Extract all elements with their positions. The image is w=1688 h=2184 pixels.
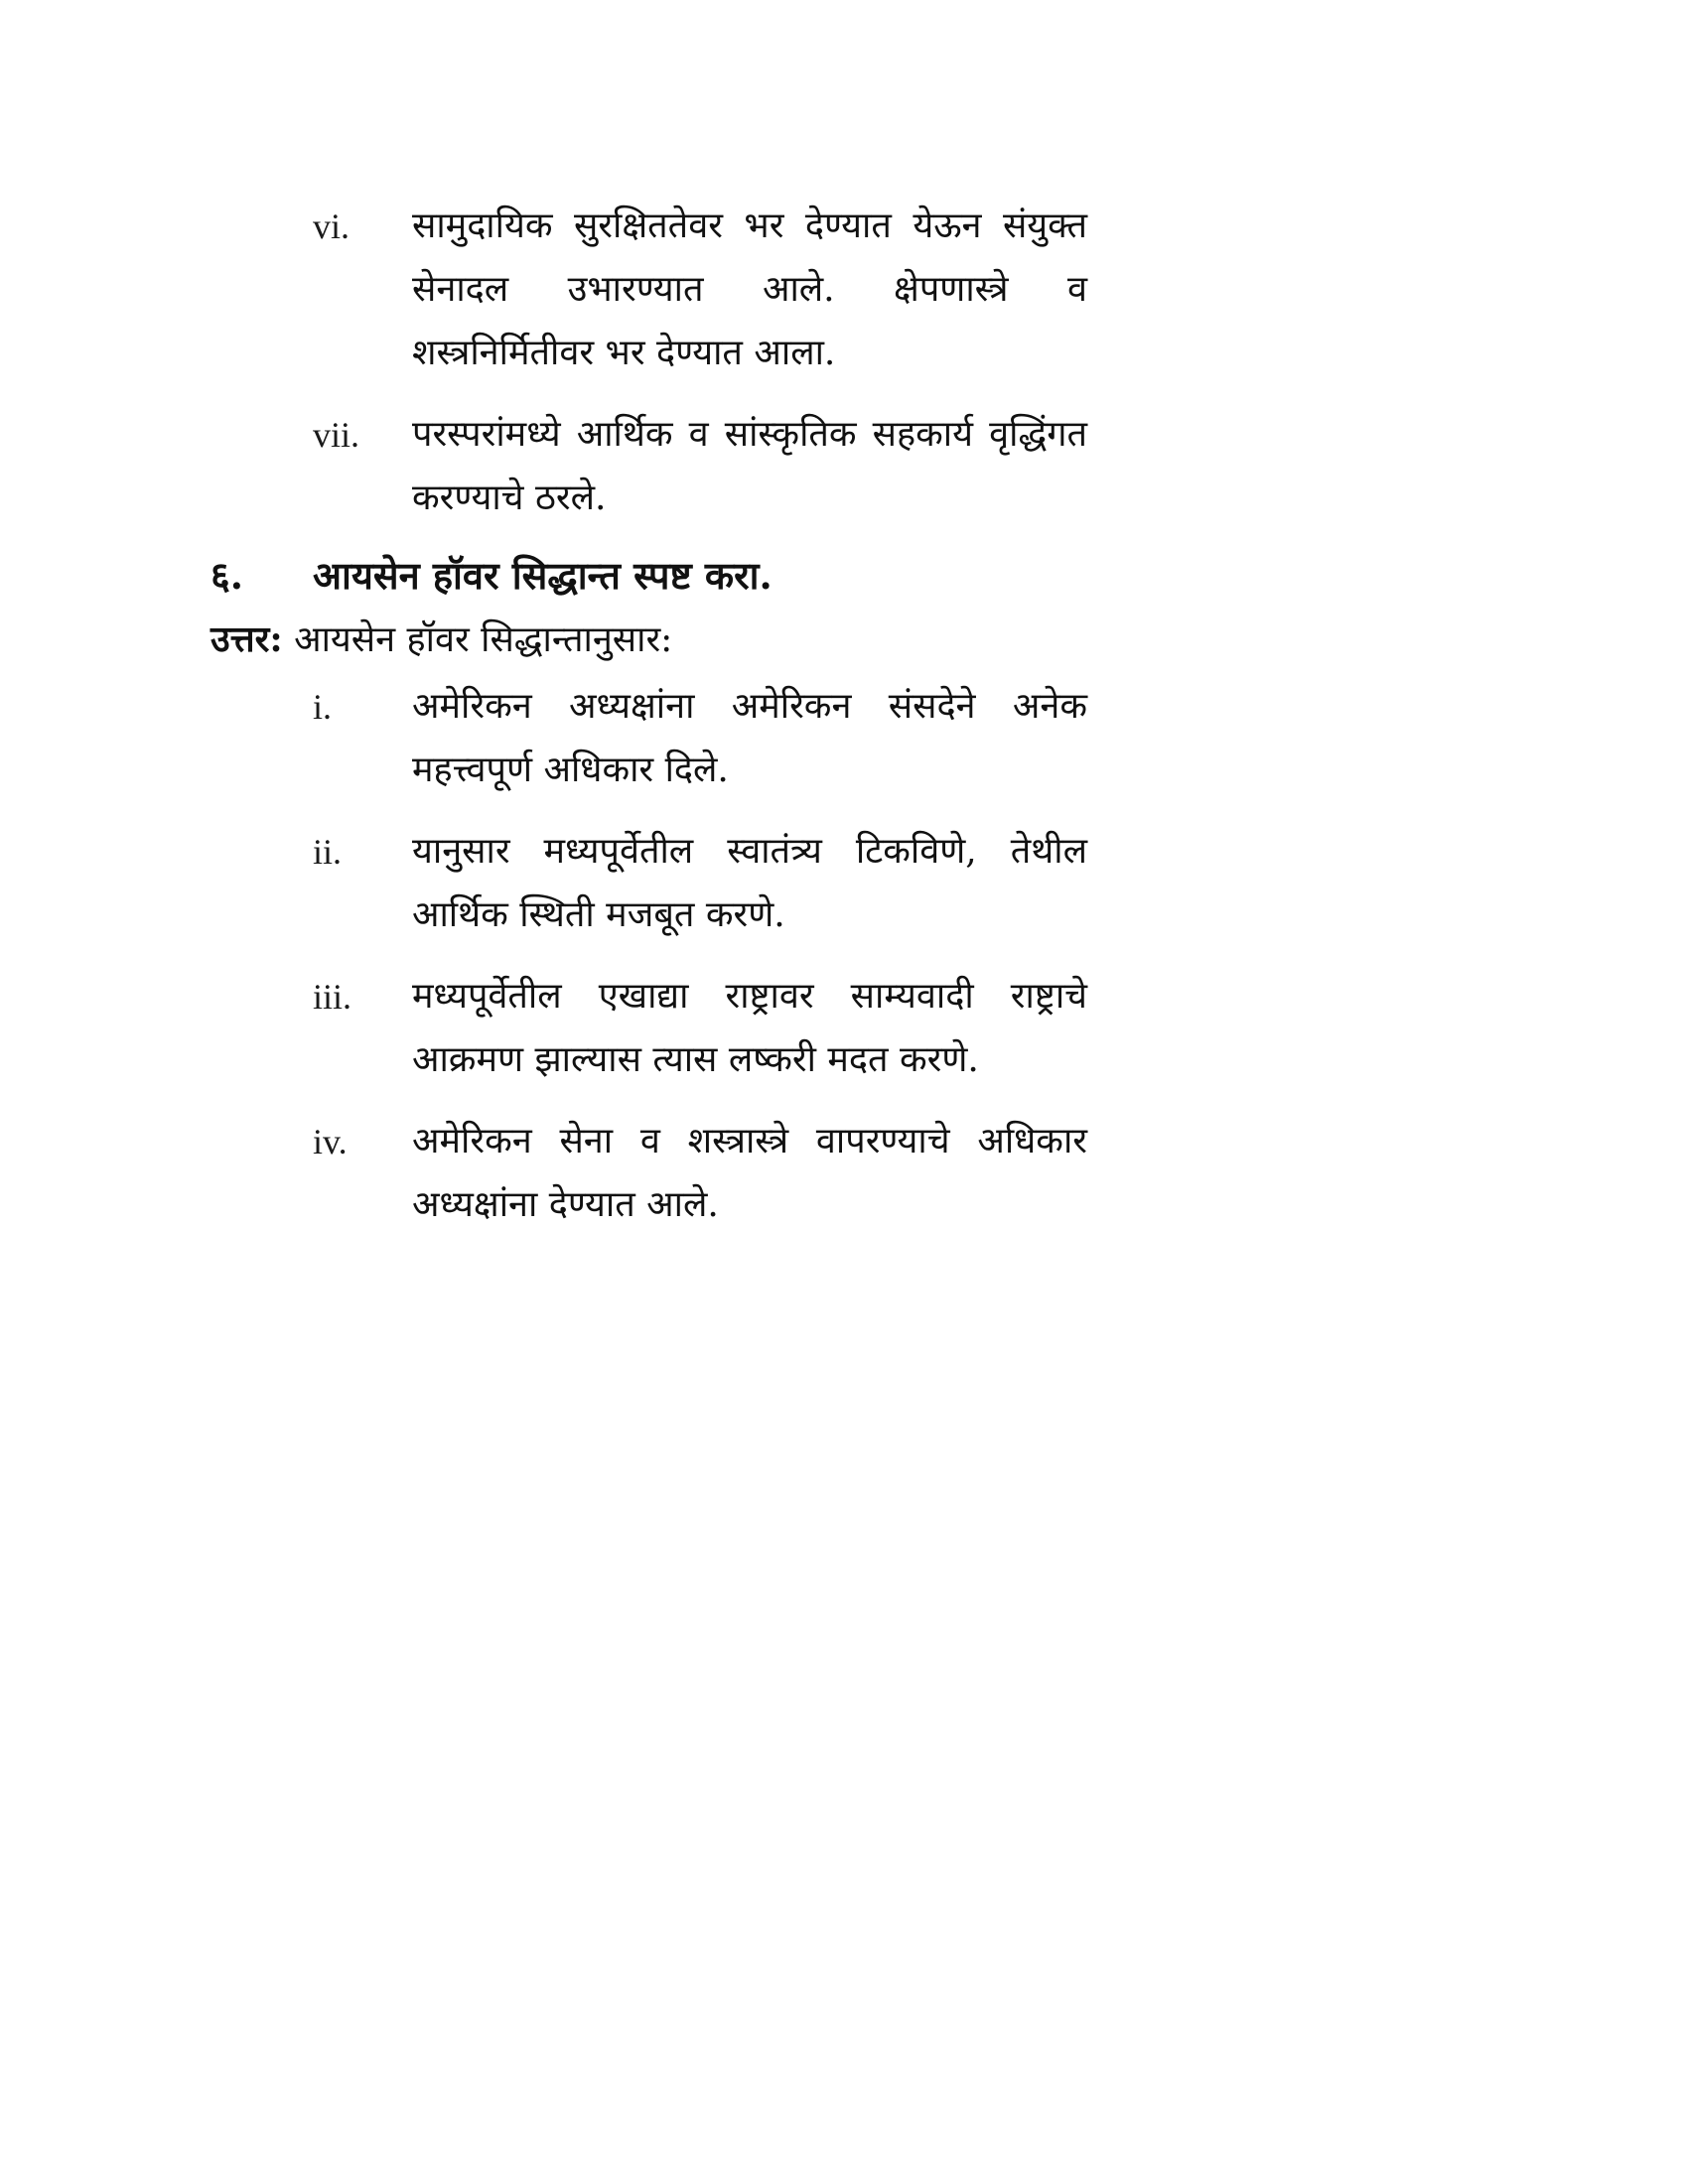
answer-label: उत्तर: — [211, 618, 283, 660]
question-text: आयसेन हॉवर सिद्धान्त स्पष्ट करा. — [313, 553, 773, 598]
list-item-number: iii. — [313, 977, 352, 1017]
answer-point-list — [313, 675, 1087, 1255]
list-item — [313, 965, 1087, 1092]
list-item — [313, 403, 1087, 530]
list-item — [313, 195, 1087, 385]
list-item-text: परस्परांमध्ये आर्थिक व सांस्कृतिक सहकार्य वृद्धिंगत करण्याचे ठरले. — [412, 414, 1087, 518]
list-item — [313, 1110, 1087, 1237]
question-number: ६. — [211, 553, 243, 598]
list-item-number: vii. — [313, 415, 360, 455]
list-item-number: i. — [313, 687, 333, 727]
list-item-text: अमेरिकन अध्यक्षांना अमेरिकन संसदेने अनेक महत्त्वपूर्ण अधिकार दिले. — [412, 686, 1087, 790]
list-item-number: ii. — [313, 832, 343, 872]
answer-intro — [211, 608, 1104, 672]
question-heading — [211, 544, 1104, 608]
list-item-text: अमेरिकन सेना व शस्त्रास्त्रे वापरण्याचे अधिकार अध्यक्षांना देण्यात आले. — [412, 1121, 1087, 1225]
list-item-number: vi. — [313, 206, 351, 246]
answer-intro-text: आयसेन हॉवर सिद्धान्तानुसार: — [294, 619, 673, 660]
list-item — [313, 675, 1087, 802]
list-item-text: सामुदायिक सुरक्षिततेवर भर देण्यात येऊन संयुक्त सेनादल उभारण्यात आले. क्षेपणास्त्रे व शस्त्रनिर्मितीवर भर देण्यात आला. — [412, 205, 1087, 373]
list-item-number: iv. — [313, 1122, 348, 1161]
list-item-text: मध्यपूर्वेतील एखाद्या राष्ट्रावर साम्यवादी राष्ट्राचे आक्रमण झाल्यास त्यास लष्करी मदत करणे. — [412, 976, 1087, 1080]
list-item-text: यानुसार मध्यपूर्वेतील स्वातंत्र्य टिकविणे, तेथील आर्थिक स्थिती मजबूत करणे. — [412, 831, 1087, 935]
list-item — [313, 820, 1087, 947]
top-point-list — [313, 195, 1087, 548]
